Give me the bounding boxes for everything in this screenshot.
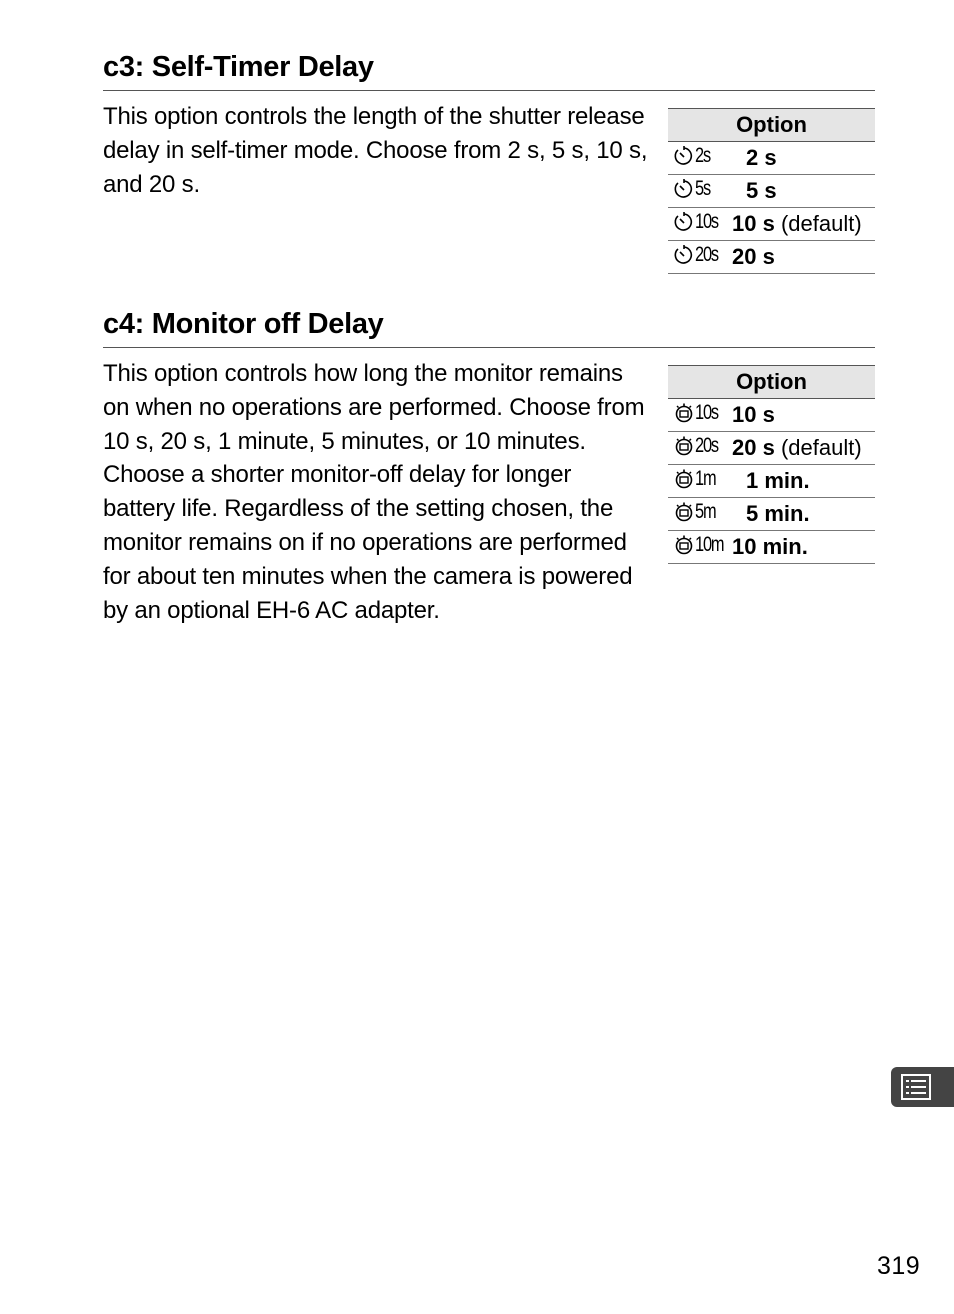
custom-settings-tab (891, 1067, 954, 1107)
row-value-cell (732, 399, 875, 432)
icon-label: 2s (695, 143, 710, 167)
row-value-cell (732, 498, 875, 531)
row-value-cell (732, 465, 875, 498)
icon-label: 1m (695, 466, 716, 490)
table-row (668, 142, 875, 175)
row-value-cell (732, 175, 875, 208)
option-rows-c3 (668, 142, 875, 274)
option-value: 10 s (732, 402, 775, 427)
section-title-c4: c4: Monitor off Delay (103, 308, 384, 340)
row-icon-cell (668, 498, 732, 531)
table-row (668, 241, 875, 274)
icon-label: 5s (695, 176, 710, 200)
icon-label: 20s (695, 433, 718, 457)
icon-label: 10s (695, 400, 718, 424)
table-row (668, 208, 875, 241)
option-value: 5 s (746, 178, 777, 203)
title-rule (103, 347, 875, 348)
self-timer-icon (674, 144, 714, 168)
page-number: 319 (877, 1252, 921, 1280)
row-value-cell (732, 531, 875, 564)
row-value-cell (732, 208, 875, 241)
option-value: 20 s (732, 244, 775, 269)
option-table-c3 (668, 108, 875, 274)
option-rows-c4 (668, 399, 875, 564)
table-row (668, 175, 875, 208)
row-value-cell (732, 142, 875, 175)
table-row (668, 465, 875, 498)
row-icon-cell (668, 432, 732, 465)
title-rule (103, 90, 875, 91)
monitor-off-timer-icon (674, 467, 721, 491)
row-value-cell (732, 432, 875, 465)
icon-label: 10s (695, 209, 718, 233)
icon-label: 5m (695, 499, 716, 523)
section-c3 (103, 50, 875, 269)
row-icon-cell (668, 399, 732, 432)
row-icon-cell (668, 208, 732, 241)
body-text-c4: This option controls how long the monitor remains on when no operations are performed. Choose from 10 s, 20 s, 1 minute, 5 minutes, or 10 minutes. Choose a shorter monitor-off delay for longer battery life. Regardless of the setting chosen, the monitor remains on if no operations are performed for about ten minutes when the camera is powered by an optional EH-6 AC adapter. (103, 360, 645, 624)
option-value: 5 min. (746, 501, 810, 526)
monitor-off-timer-icon (674, 500, 721, 524)
self-timer-icon (674, 243, 724, 267)
monitor-off-timer-icon (674, 401, 724, 425)
option-value: 2 s (746, 145, 777, 170)
body-text-c3: This option controls the length of the shutter release delay in self-timer mode. Choose from 2 s, 5 s, 10 s, and 20 s. (103, 103, 648, 198)
table-row (668, 531, 875, 564)
row-icon-cell (668, 241, 732, 274)
row-icon-cell (668, 175, 732, 208)
monitor-off-timer-icon (674, 434, 724, 458)
option-value: 10 s (732, 211, 775, 236)
menu-list-icon (901, 1074, 931, 1100)
default-label: (default) (774, 435, 862, 460)
table-row (668, 399, 875, 432)
self-timer-icon (674, 177, 714, 201)
table-row (668, 432, 875, 465)
row-value-cell (732, 241, 875, 274)
self-timer-icon (674, 210, 724, 234)
row-icon-cell (668, 465, 732, 498)
section-title-c3: c3: Self-Timer Delay (103, 51, 374, 83)
table-row (668, 498, 875, 531)
row-icon-cell (668, 142, 732, 175)
table-header: Option (668, 109, 875, 142)
row-icon-cell (668, 531, 732, 564)
default-label: (default) (774, 211, 862, 236)
monitor-off-timer-icon (674, 533, 731, 557)
icon-label: 10m (695, 532, 724, 556)
icon-label: 20s (695, 242, 718, 266)
option-table-c4 (668, 365, 875, 564)
option-value: 10 min. (732, 534, 808, 559)
option-value: 1 min. (746, 468, 810, 493)
section-c4 (103, 307, 875, 624)
option-value: 20 s (732, 435, 775, 460)
table-header: Option (668, 366, 875, 399)
